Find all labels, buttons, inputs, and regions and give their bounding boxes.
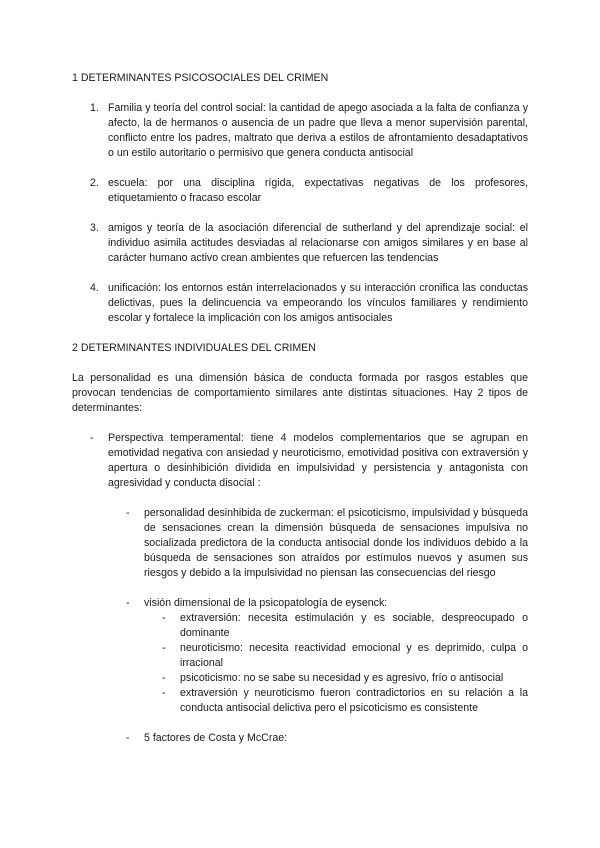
list-number: 3.	[90, 222, 99, 234]
list-number: 4.	[90, 282, 99, 294]
list-item	[72, 281, 528, 326]
dimension-text: extraversión: necesita estimulación y es sociable, despreocupado o dominante	[180, 612, 528, 639]
dash-bullet: -	[162, 612, 166, 624]
model-text: visión dimensional de la psicopatología de eysenck:	[144, 597, 388, 609]
model-text: 5 factores de Costa y McCrae:	[144, 732, 288, 744]
psychosocial-determinants-list	[72, 101, 528, 326]
document-page	[72, 71, 528, 761]
list-item-text: unificación: los entornos están interrelacionados y su interacción cronifica las conductas delictivas, pues la delincuencia va empeorando los vínculos familiares y rendimiento escolar y fortalece la implicación con los amigos antisociales	[108, 282, 528, 324]
dash-bullet: -	[162, 672, 166, 684]
dash-bullet: -	[126, 507, 130, 519]
dash-bullet: -	[162, 642, 166, 654]
section-1-heading: 1 DETERMINANTES PSICOSOCIALES DEL CRIMEN	[72, 72, 329, 84]
list-item	[72, 101, 528, 161]
list-item	[72, 431, 528, 746]
list-item	[144, 671, 528, 686]
dimension-text: extraversión y neuroticismo fueron contradictorios en su relación a la conducta antisocial delictiva pero el psicoticismo es consistente	[180, 687, 528, 714]
list-item	[108, 506, 528, 581]
list-item	[72, 221, 528, 266]
dash-bullet: -	[90, 432, 94, 444]
determinant-types-list	[72, 431, 528, 746]
temperamental-models-list	[108, 506, 528, 746]
list-item	[108, 596, 528, 716]
list-item-text: Familia y teoría del control social: la cantidad de apego asociada a la falta de confianza y afecto, la de hermanos o ausencia de un padre que lleva a menor supervisión parental, conflicto entre los padres, maltrato que deriva a estilos de afrontamiento desadaptativos o un estilo autoritario o permisivo que genera conducta antisocial	[108, 102, 528, 159]
dash-bullet: -	[126, 597, 130, 609]
dash-bullet: -	[162, 687, 166, 699]
list-item	[144, 686, 528, 716]
eysenck-dimensions-list	[144, 611, 528, 716]
list-item	[144, 641, 528, 671]
dimension-text: neuroticismo: necesita reactividad emocional y es deprimido, culpa o irracional	[180, 642, 528, 669]
list-item	[108, 731, 528, 746]
list-number: 1.	[90, 102, 99, 114]
perspective-text: Perspectiva temperamental: tiene 4 modelos complementarios que se agrupan en emotividad negativa con ansiedad y neuroticismo, emotividad positiva con extraversión y apertura o desinhibición dividida en impulsividad y persistencia y antagonista con agresividad y conducta disocial :	[108, 432, 528, 489]
list-item-text: amigos y teoría de la asociación diferencial de sutherland y del aprendizaje social: el individuo asimila actitudes desviadas al relacionarse con amigos similares y en base al carácter humano activo crean ambientes que refuercen las tendencias	[108, 222, 528, 264]
list-item-text: escuela: por una disciplina rígida, expectativas negativas de los profesores, etiquetamiento o fracaso escolar	[108, 177, 528, 204]
dimension-text: psicoticismo: no se sabe su necesidad y es agresivo, frío o antisocial	[180, 672, 504, 684]
section-2-heading: 2 DETERMINANTES INDIVIDUALES DEL CRIMEN	[72, 342, 316, 354]
list-item	[144, 611, 528, 641]
personality-intro: La personalidad es una dimensión básica de conducta formada por rasgos estables que provocan tendencias de comportamiento similares ante distintas situaciones. Hay 2 tipos de determinantes:	[72, 372, 528, 414]
model-text: personalidad desinhibida de zuckerman: el psicoticismo, impulsividad y búsqueda de sensaciones crean la dimensión búsqueda de sensaciones impulsiva no socializada predictora de la conducta antisocial donde los individuos debido a la búsqueda de sensaciones son atraídos por estímulos nuevos y asumen sus riesgos y debido a la impulsividad no piensan las consecuencias del riesgo	[144, 507, 528, 579]
list-number: 2.	[90, 177, 99, 189]
dash-bullet: -	[126, 732, 130, 744]
list-item	[72, 176, 528, 206]
